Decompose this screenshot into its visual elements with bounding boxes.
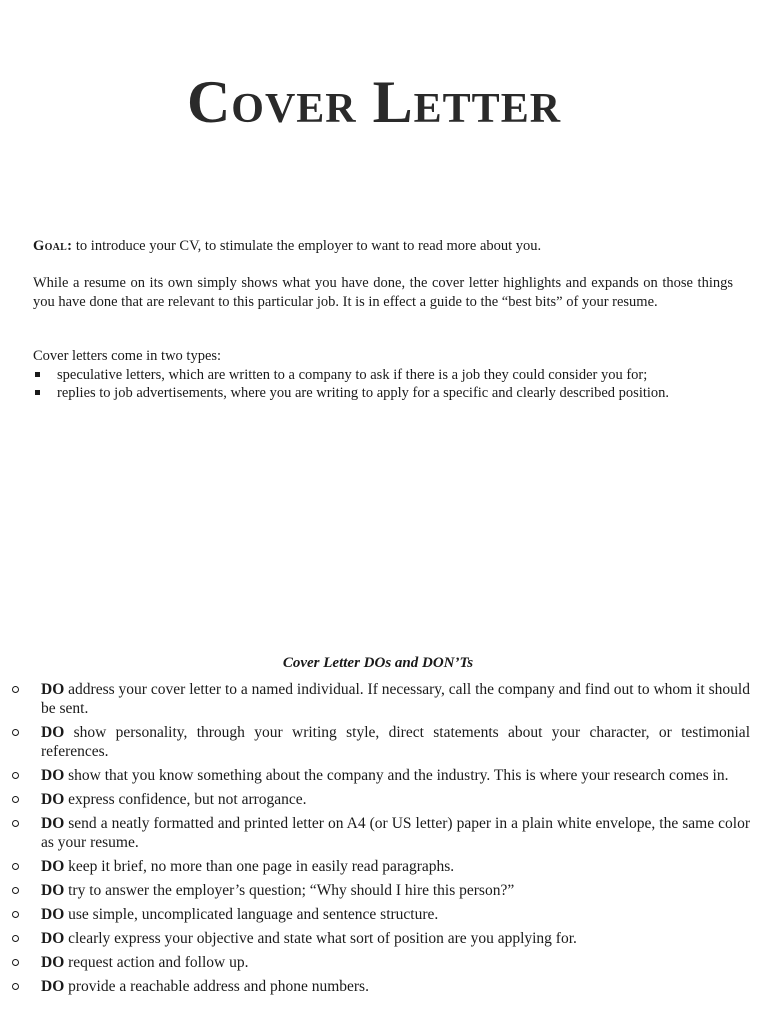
goal-text: to introduce your CV, to stimulate the employer to want to read more about you. (72, 238, 542, 254)
intro-paragraph: While a resume on its own simply shows what you have done, the cover letter highlights and expands on those things you have done that are relevant to this particular job. It is in effect a guide to the “best bits” of your resume. (33, 275, 733, 310)
do-keyword: DO (41, 858, 65, 875)
do-keyword: DO (41, 815, 65, 832)
list-item-text: express confidence, but not arrogance. (64, 791, 307, 808)
list-item-text: show that you know something about the company and the industry. This is where your research comes in. (64, 767, 729, 784)
list-item (12, 723, 750, 761)
list-item-text: send a neatly formatted and printed letter on A4 (or US letter) paper in a plain white envelope, the same color as your resume. (41, 815, 750, 851)
do-keyword: DO (41, 767, 65, 784)
square-bullet-icon (35, 390, 40, 395)
list-item (12, 814, 750, 852)
circle-bullet-icon (12, 820, 19, 827)
circle-bullet-icon (12, 887, 19, 894)
do-keyword: DO (41, 724, 65, 741)
list-item-text: keep it brief, no more than one page in easily read paragraphs. (64, 858, 455, 875)
circle-bullet-icon (12, 863, 19, 870)
list-item-text: provide a reachable address and phone numbers. (64, 978, 369, 995)
list-item (12, 905, 750, 924)
circle-bullet-icon (12, 983, 19, 990)
list-item (12, 977, 750, 996)
do-keyword: DO (41, 906, 65, 923)
circle-bullet-icon (12, 935, 19, 942)
circle-bullet-icon (12, 686, 19, 693)
types-list (33, 366, 733, 402)
list-item (33, 366, 733, 384)
list-item (33, 384, 733, 402)
page-title: Cover Letter (186, 69, 562, 135)
do-keyword: DO (41, 791, 65, 808)
list-item-text: speculative letters, which are written to a company to ask if there is a job they could consider you for; (57, 367, 648, 383)
dos-heading: Cover Letter DOs and DON’Ts (282, 655, 474, 671)
circle-bullet-icon (12, 796, 19, 803)
list-item (12, 766, 750, 785)
square-bullet-icon (35, 372, 40, 377)
do-keyword: DO (41, 954, 65, 971)
do-keyword: DO (41, 882, 65, 899)
types-lead: Cover letters come in two types: (33, 348, 222, 364)
list-item (12, 680, 750, 718)
list-item (12, 790, 750, 809)
dos-list (12, 680, 750, 1001)
list-item-text: use simple, uncomplicated language and sentence structure. (64, 906, 439, 923)
circle-bullet-icon (12, 772, 19, 779)
list-item (12, 881, 750, 900)
list-item-text: request action and follow up. (64, 954, 249, 971)
goal-label: Goal: (33, 238, 73, 254)
list-item (12, 929, 750, 948)
list-item-text: replies to job advertisements, where you are writing to apply for a specific and clearly described position. (57, 385, 670, 401)
list-item (12, 857, 750, 876)
list-item-text: try to answer the employer’s question; “Why should I hire this person?” (64, 882, 515, 899)
list-item-text: show personality, through your writing style, direct statements about your character, or testimonial references. (41, 724, 750, 760)
list-item (12, 953, 750, 972)
list-item-text: address your cover letter to a named individual. If necessary, call the company and find out to whom it should be sent. (41, 681, 750, 717)
circle-bullet-icon (12, 729, 19, 736)
do-keyword: DO (41, 681, 65, 698)
do-keyword: DO (41, 978, 65, 995)
circle-bullet-icon (12, 911, 19, 918)
types-section (33, 347, 733, 402)
do-keyword: DO (41, 930, 65, 947)
circle-bullet-icon (12, 959, 19, 966)
goal-paragraph (33, 236, 733, 256)
list-item-text: clearly express your objective and state what sort of position are you applying for. (64, 930, 577, 947)
